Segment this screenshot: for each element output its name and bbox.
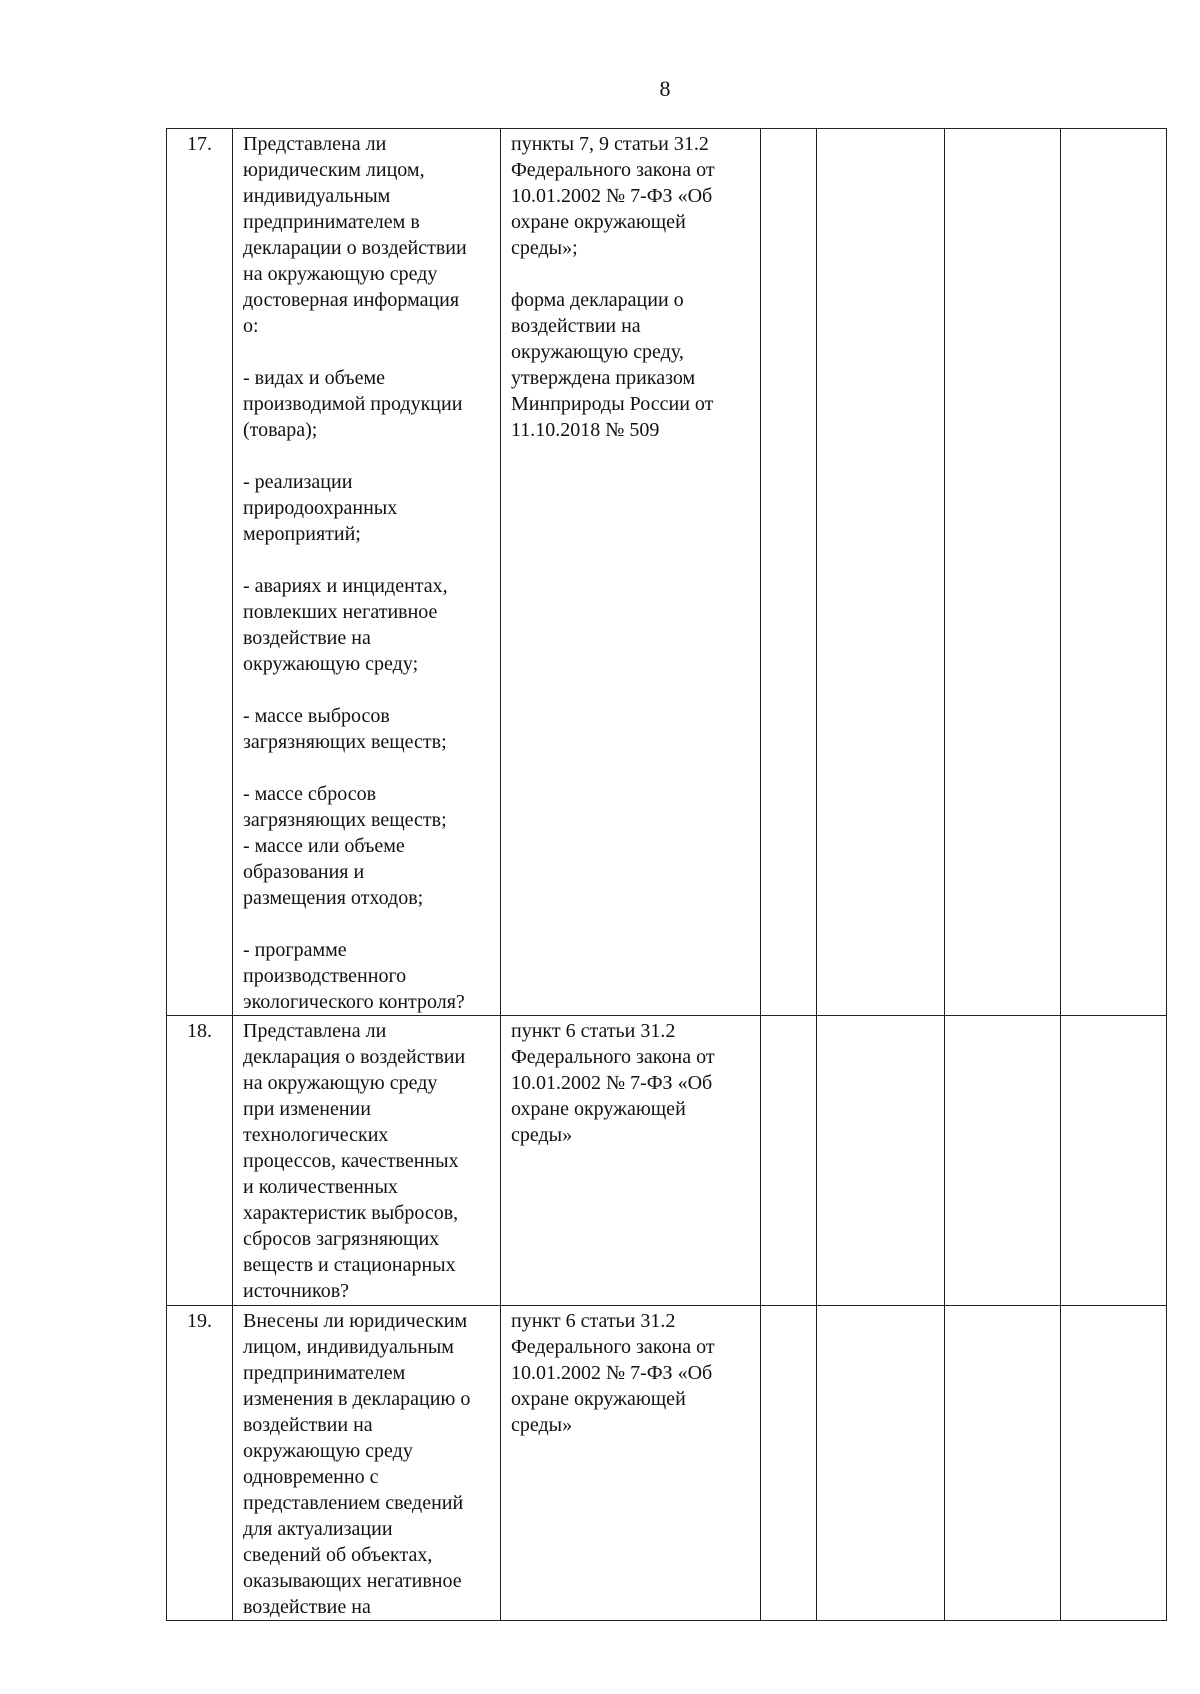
answer-cell-na[interactable] [945,1306,1061,1621]
reference-cell [501,1306,761,1621]
cell-text-line: - массе выбросов [243,705,390,727]
cell-text-line: природоохранных [243,497,398,519]
cell-text-line: среды»; [511,237,578,259]
cell-text-line: Представлена ли [243,133,387,155]
cell-text-line: Федерального закона от [511,1336,715,1358]
cell-text-line: Внесены ли юридическим [243,1310,468,1332]
answer-cell-no[interactable] [817,1306,945,1621]
question-cell [233,1306,501,1621]
cell-text-line: форма декларации о [511,289,684,311]
cell-text-line: воздействии на [243,1414,373,1436]
cell-text-line: оказывающих негативное [243,1570,462,1592]
cell-text-line: загрязняющих веществ; [243,809,447,831]
cell-text-line: производственного [243,965,407,987]
cell-text-line: декларация о воздействии [243,1046,466,1068]
table-row-17 [167,129,1167,1016]
cell-text-line: Минприроды России от [511,393,714,415]
cell-text-line: размещения отходов; [243,887,424,909]
line-gap [243,339,490,365]
cell-text-line: охране окружающей [511,211,686,233]
cell-text-line: Федерального закона от [511,1046,715,1068]
cell-text-line: изменения в декларацию о [243,1388,471,1410]
cell-text-line: 10.01.2002 № 7-ФЗ «Об [511,1072,713,1094]
page-number: 8 [659,76,671,101]
cell-text-line: - программе [243,939,347,961]
cell-text-line: индивидуальным [243,185,391,207]
cell-text-line: и количественных [243,1176,398,1198]
answer-cell-yes[interactable] [761,1016,817,1306]
cell-text-line: воздействие на [243,627,371,649]
cell-text-line: на окружающую среду [243,1072,438,1094]
cell-text-line: образования и [243,861,365,883]
cell-text-line: - видах и объеме [243,367,385,389]
answer-cell-yes[interactable] [761,129,817,1016]
answer-cell-na[interactable] [945,129,1061,1016]
line-gap [243,677,490,703]
answer-cell-na[interactable] [945,1016,1061,1306]
table-row-19 [167,1306,1167,1621]
cell-text-line: утверждена приказом [511,367,696,389]
cell-text-line: достоверная информация [243,289,460,311]
cell-text-line: Представлена ли [243,1020,387,1042]
cell-text-line: сведений об объектах, [243,1544,433,1566]
cell-text-line: - авариях и инцидентах, [243,575,448,597]
cell-text-line: охране окружающей [511,1098,686,1120]
reference-cell [501,1016,761,1306]
cell-text-line: (товара); [243,419,318,441]
cell-text-line: декларации о воздействии [243,237,467,259]
cell-text-line: среды» [511,1414,573,1436]
cell-text-line: процессов, качественных [243,1150,459,1172]
cell-text-line: экологического контроля? [243,991,465,1013]
cell-text-line: воздействие на [243,1596,371,1618]
cell-text-line: мероприятий; [243,523,361,545]
cell-text-line: одновременно с [243,1466,379,1488]
cell-text-line: окружающую среду, [511,341,684,363]
cell-text-line: окружающую среду [243,1440,413,1462]
cell-text-line: повлекших негативное [243,601,438,623]
line-gap [243,547,490,573]
cell-text-line: лицом, индивидуальным [243,1336,454,1358]
row-number: 19. [167,1306,233,1621]
table-row-18 [167,1016,1167,1306]
cell-text-line: - массе сбросов [243,783,377,805]
cell-text-line: 10.01.2002 № 7-ФЗ «Об [511,185,713,207]
cell-text-line: источников? [243,1280,350,1302]
cell-text-line: Федерального закона от [511,159,715,181]
line-gap [243,755,490,781]
cell-text-line: о: [243,315,259,337]
row-number: 18. [167,1016,233,1306]
cell-text-line: на окружающую среду [243,263,438,285]
cell-text-line: предпринимателем в [243,211,420,233]
cell-text-line: пункт 6 статьи 31.2 [511,1020,676,1042]
cell-text-line: для актуализации [243,1518,393,1540]
cell-text-line: 10.01.2002 № 7-ФЗ «Об [511,1362,713,1384]
cell-text-line: пункт 6 статьи 31.2 [511,1310,676,1332]
cell-text-line: при изменении [243,1098,371,1120]
answer-cell-yes[interactable] [761,1306,817,1621]
line-gap [511,261,750,287]
cell-text-line: среды» [511,1124,573,1146]
line-gap [243,443,490,469]
question-cell [233,129,501,1016]
cell-text-line: юридическим лицом, [243,159,425,181]
cell-text-line: веществ и стационарных [243,1254,456,1276]
note-cell[interactable] [1061,1016,1167,1306]
cell-text-line: охране окружающей [511,1388,686,1410]
note-cell[interactable] [1061,129,1167,1016]
question-cell [233,1016,501,1306]
row-number: 17. [167,129,233,1016]
cell-text-line: - реализации [243,471,353,493]
cell-text-line: - массе или объеме [243,835,405,857]
cell-text-line: производимой продукции [243,393,463,415]
cell-text-line: сбросов загрязняющих [243,1228,440,1250]
reference-cell [501,129,761,1016]
answer-cell-no[interactable] [817,129,945,1016]
cell-text-line: загрязняющих веществ; [243,731,447,753]
cell-text-line: пункты 7, 9 статьи 31.2 [511,133,709,155]
cell-text-line: представлением сведений [243,1492,464,1514]
cell-text-line: предпринимателем [243,1362,406,1384]
checklist-table [166,128,1167,1621]
answer-cell-no[interactable] [817,1016,945,1306]
cell-text-line: окружающую среду; [243,653,419,675]
note-cell[interactable] [1061,1306,1167,1621]
cell-text-line: воздействии на [511,315,641,337]
cell-text-line: характеристик выбросов, [243,1202,459,1224]
line-gap [243,911,490,937]
cell-text-line: 11.10.2018 № 509 [511,419,660,441]
cell-text-line: технологических [243,1124,389,1146]
